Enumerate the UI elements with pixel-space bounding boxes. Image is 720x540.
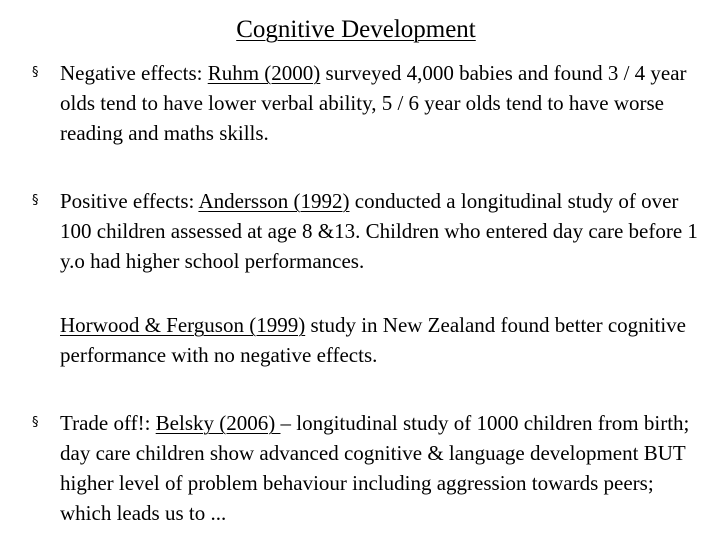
reference-belsky: Belsky (2006) bbox=[155, 411, 281, 435]
bullet-negative-effects bbox=[32, 58, 702, 148]
slide-title-text: Cognitive Development bbox=[236, 16, 476, 43]
bullet-lead: Trade off!: bbox=[60, 411, 156, 435]
bullet-positive-effects bbox=[32, 186, 702, 276]
reference-andersson: Andersson (1992) bbox=[198, 189, 350, 213]
paragraph-text: study in New Zealand found better cognitive performance with no negative effects. bbox=[60, 313, 686, 367]
reference-horwood-ferguson: Horwood & Ferguson (1999) bbox=[60, 313, 306, 337]
bullet-text: surveyed 4,000 babies and found 3 / 4 year olds tend to have lower verbal ability, 5 / 6 year olds tend to have worse reading and maths skills. bbox=[60, 61, 687, 145]
bullet-lead: Negative effects: bbox=[60, 61, 208, 85]
bullet-text: – longitudinal study of 1000 children from birth; day care children show advanced cognitive & language development BUT higher level of problem behaviour including aggression towards peers; which leads us to ... bbox=[60, 411, 690, 525]
bullet-marker-icon: § bbox=[32, 65, 39, 80]
bullet-trade-off bbox=[32, 408, 702, 528]
bullet-text: conducted a longitudinal study of over 100 children assessed at age 8 &13. Children who entered day care before 1 y.o had higher school performances. bbox=[60, 189, 698, 273]
slide-title bbox=[0, 14, 712, 46]
slide-body bbox=[32, 58, 702, 528]
bullet-marker-icon: § bbox=[32, 193, 39, 208]
bullet-lead: Positive effects: bbox=[60, 189, 199, 213]
bullet-marker-icon: § bbox=[32, 415, 39, 430]
paragraph-horwood-ferguson bbox=[32, 310, 702, 370]
reference-ruhm: Ruhm (2000) bbox=[207, 61, 321, 85]
